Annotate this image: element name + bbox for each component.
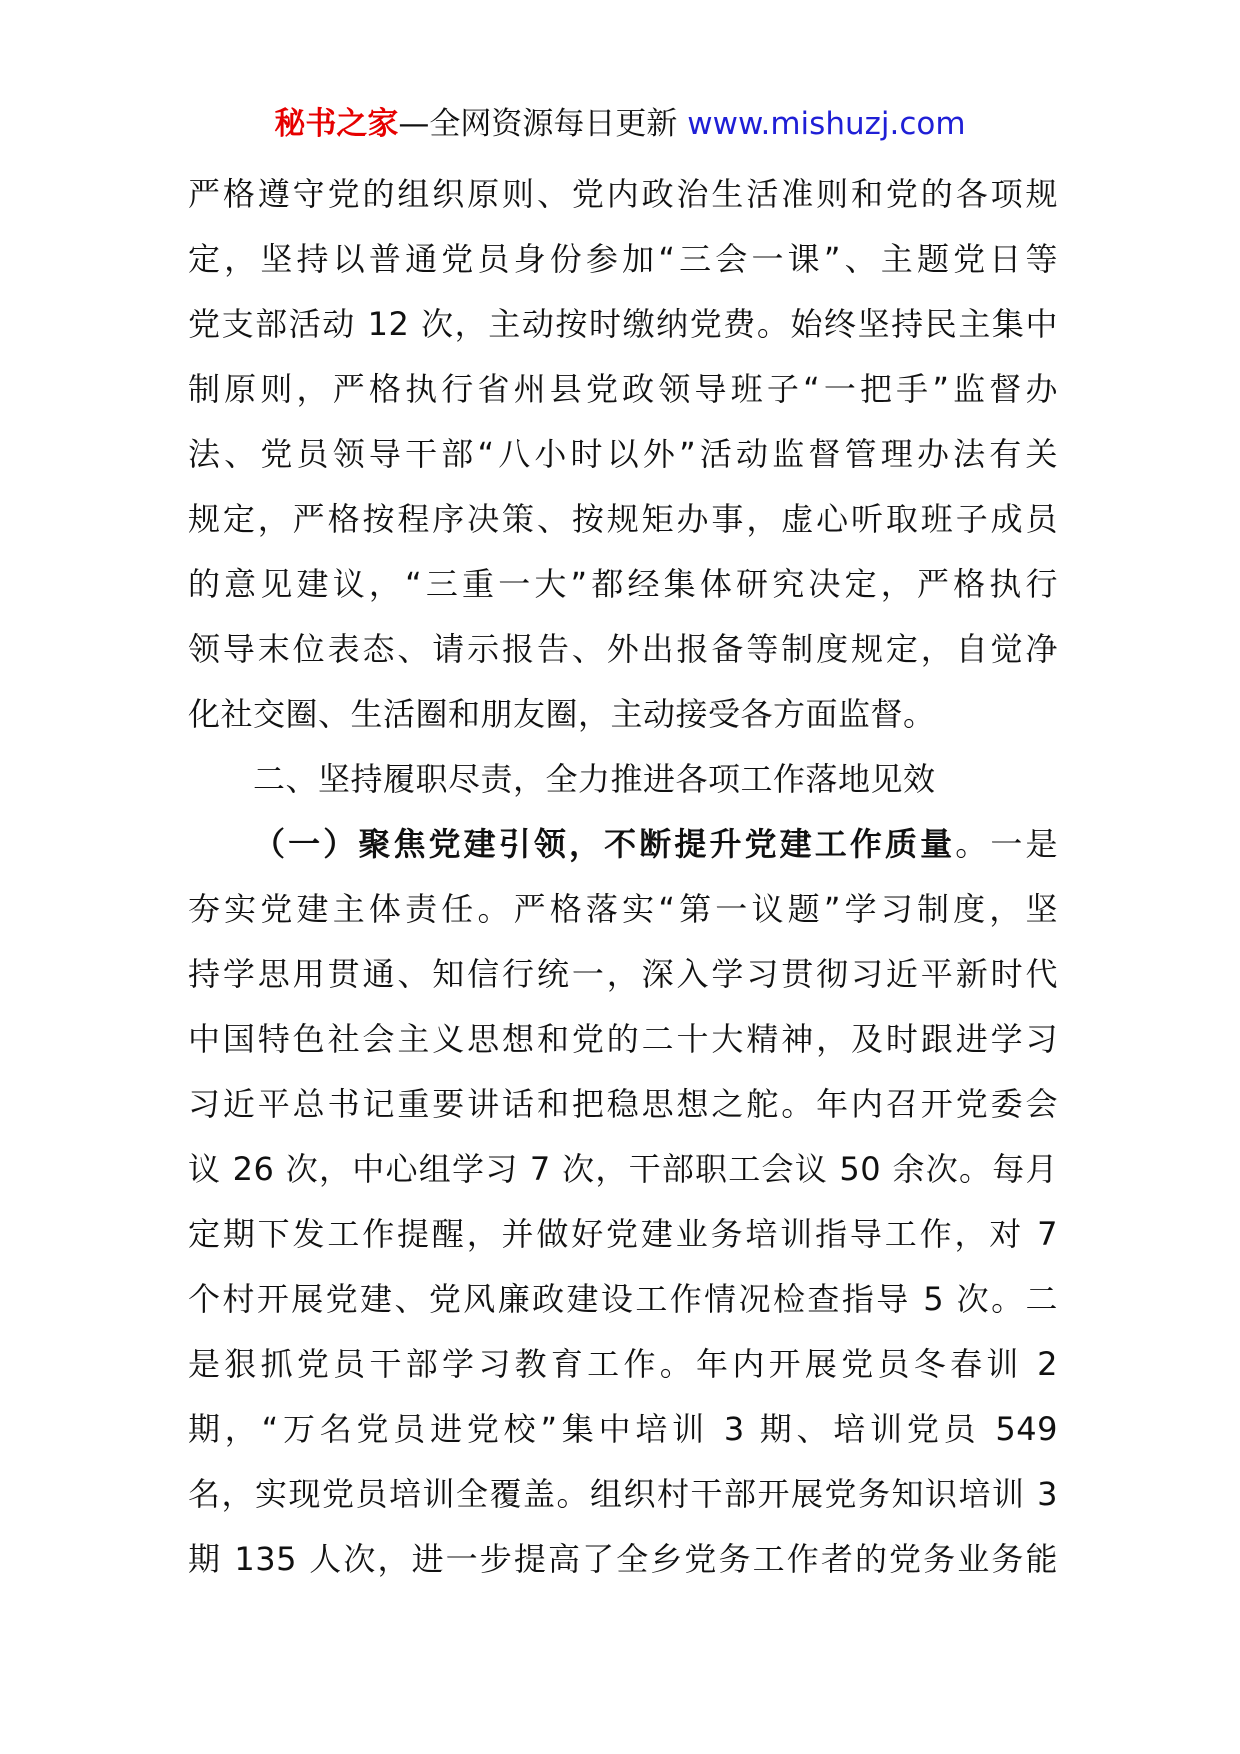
text-line: 习近平总书记重要讲话和把稳思想之舵。年内召开党委会 bbox=[188, 1085, 1058, 1123]
text-line: 议 26 次，中心组学习 7 次，干部职工会议 50 余次。每月 bbox=[188, 1150, 1058, 1188]
brand-name: 秘书之家 bbox=[274, 106, 399, 142]
text-line: 制原则，严格执行省州县党政领导班子“一把手”监督办 bbox=[188, 370, 1058, 408]
document-body bbox=[188, 162, 1058, 1592]
subsection-lead-rest: 。一是 bbox=[955, 825, 1058, 863]
site-header bbox=[0, 100, 1240, 148]
text-line: 夯实党建主体责任。严格落实“第一议题”学习制度，坚 bbox=[188, 890, 1058, 928]
text-line: 期 135 人次，进一步提高了全乡党务工作者的党务业务能 bbox=[188, 1540, 1058, 1578]
text-line: 定，坚持以普通党员身份参加“三会一课”、主题党日等 bbox=[188, 240, 1058, 278]
text-line: 领导末位表态、请示报告、外出报备等制度规定，自觉净 bbox=[188, 630, 1058, 668]
text-line: 法、党员领导干部“八小时以外”活动监督管理办法有关 bbox=[188, 435, 1058, 473]
text-line: 是狠抓党员干部学习教育工作。年内开展党员冬春训 2 bbox=[188, 1345, 1058, 1383]
text-line: 名，实现党员培训全覆盖。组织村干部开展党务知识培训 3 bbox=[188, 1475, 1058, 1513]
section-heading: 二、坚持履职尽责，全力推进各项工作落地见效 bbox=[253, 760, 936, 798]
text-line: 化社交圈、生活圈和朋友圈，主动接受各方面监督。 bbox=[188, 695, 936, 733]
text-line: 持学思用贯通、知信行统一，深入学习贯彻习近平新时代 bbox=[188, 955, 1058, 993]
text-line: 中国特色社会主义思想和党的二十大精神，及时跟进学习 bbox=[188, 1020, 1058, 1058]
text-line: 定期下发工作提醒，并做好党建业务培训指导工作，对 7 bbox=[188, 1215, 1058, 1253]
text-line: 个村开展党建、党风廉政建设工作情况检查指导 5 次。二 bbox=[188, 1280, 1058, 1318]
subsection-lead-line bbox=[188, 812, 1058, 877]
header-tagline: —全网资源每日更新 bbox=[398, 106, 688, 142]
site-url-link[interactable]: www.mishuzj.com bbox=[687, 106, 966, 142]
text-line: 严格遵守党的组织原则、党内政治生活准则和党的各项规 bbox=[188, 175, 1058, 213]
subsection-title: （一）聚焦党建引领，不断提升党建工作质量 bbox=[253, 825, 956, 863]
text-line: 期，“万名党员进党校”集中培训 3 期、培训党员 549 bbox=[188, 1410, 1058, 1448]
text-line: 党支部活动 12 次，主动按时缴纳党费。始终坚持民主集中 bbox=[188, 305, 1058, 343]
text-line: 的意见建议，“三重一大”都经集体研究决定，严格执行 bbox=[188, 565, 1058, 603]
text-line: 规定，严格按程序决策、按规矩办事，虚心听取班子成员 bbox=[188, 500, 1058, 538]
